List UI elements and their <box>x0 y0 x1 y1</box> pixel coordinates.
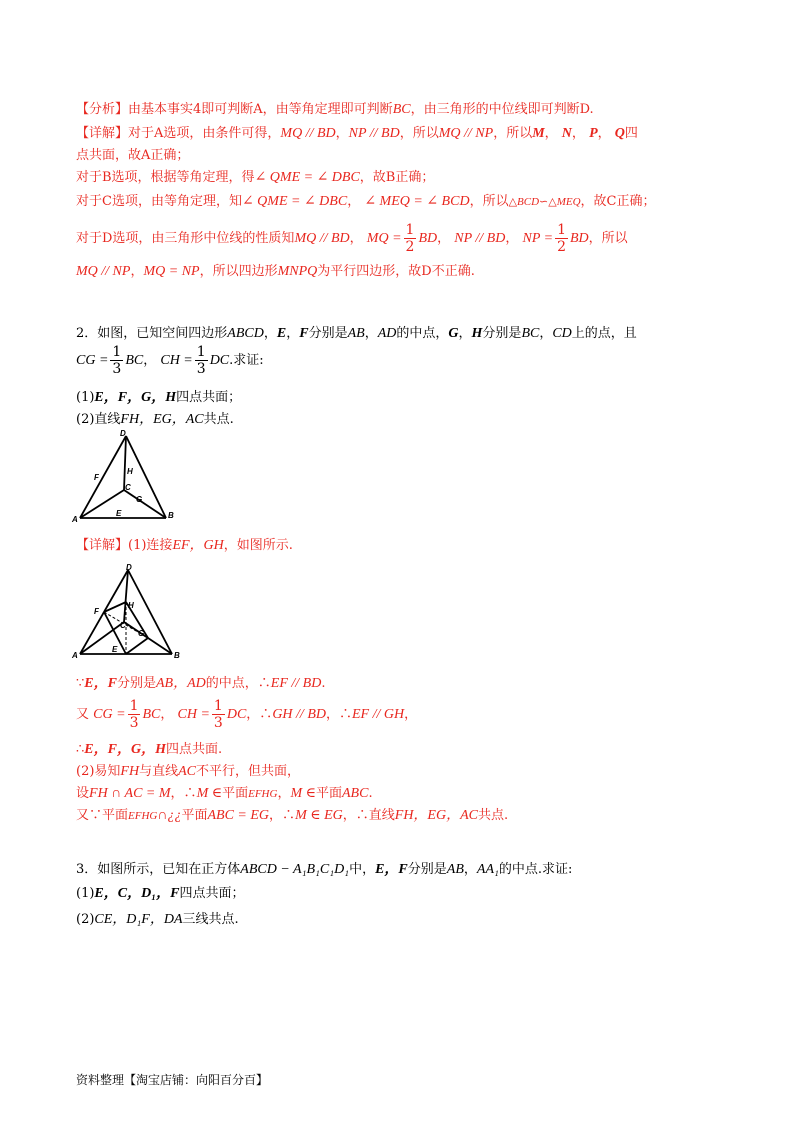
detail-line-3 <box>76 168 724 188</box>
math: MQ // NP <box>438 126 494 141</box>
text: ∴ <box>76 742 85 757</box>
q2-detail-step-2: 又 CG = $\frac{1}{3}$ BC， CH = $\frac{1}{3}$ DC，∴GH // BD，∴EF // GH， <box>76 698 418 731</box>
math: EF // BD <box>270 676 322 691</box>
denominator: 2 <box>557 239 566 255</box>
label-H: H <box>128 601 134 610</box>
text: 分别是 <box>407 862 447 877</box>
label-G: G <box>138 629 145 638</box>
text: (1)连接 <box>128 538 173 553</box>
text: ，所以四边形 <box>199 264 278 279</box>
label-A: A <box>72 651 78 660</box>
math: AB，AD <box>155 676 206 691</box>
q3-line-2 <box>76 884 724 904</box>
math: CG = <box>76 353 109 368</box>
text: 平面 <box>181 808 208 823</box>
math: DC <box>226 707 247 722</box>
math: P <box>589 126 598 141</box>
q2-line-4 <box>76 410 724 430</box>
math: NP = <box>522 231 554 246</box>
math: EF，GH <box>172 538 224 553</box>
q2-detail-line-1 <box>76 536 724 556</box>
text: (2)易知 <box>76 764 121 779</box>
text: 四 <box>624 126 638 141</box>
text: (1) <box>76 390 95 405</box>
numerator: 1 <box>557 222 566 238</box>
label-H: H <box>127 467 133 476</box>
analysis-tag: 【分析】 <box>76 102 129 117</box>
q2-line-2: CG = $\frac{1}{3}$ BC， CH = $\frac{1}{3}$ DC.求证: <box>76 344 264 377</box>
math: ABCD <box>227 326 264 341</box>
text: (1) <box>76 886 95 901</box>
math: FH ∩ AC = M <box>89 786 171 801</box>
math: ABCD − A₁B₁C₁D₁ <box>240 862 350 877</box>
text: ，所以 <box>399 126 439 141</box>
math: AB <box>347 326 365 341</box>
math: AD <box>377 326 397 341</box>
math: E，F，G，H <box>94 390 177 405</box>
text: 平面 <box>222 786 249 801</box>
math: Q <box>614 126 625 141</box>
text: 又∵平面 <box>76 808 129 823</box>
text: 四点共面； <box>179 886 245 901</box>
analysis-text: ，由三角形的中位线即可判断D. <box>410 102 594 117</box>
q2-line-1: 2．如图，已知空间四边形ABCD，E，F分别是AB，AD的中点，G，H分别是BC，CD上的点，且 <box>76 326 637 341</box>
q2-detail-step-3 <box>76 740 724 760</box>
tetrahedron-figure <box>70 428 180 524</box>
label-E: E <box>112 645 118 654</box>
detail-line-5: 对于D选项，由三角形中位线的性质知MQ // BD， MQ = $\frac{1}{2}$ BD， NP // BD， NP = $\frac{1}{2}$ BD，所以 <box>76 222 628 255</box>
math: MQ // BD <box>294 231 350 246</box>
math: NP // BD <box>454 231 506 246</box>
text: 不平行，但共面， <box>196 764 301 779</box>
math: MQ // NP <box>76 264 131 279</box>
text: 四点共面. <box>165 742 223 757</box>
numerator: 1 <box>112 344 122 360</box>
q3-line-3 <box>76 910 724 930</box>
math: CE，D₁F，DA <box>94 912 183 927</box>
math: M ∈ <box>196 786 223 801</box>
text: 四点共面； <box>176 390 242 405</box>
math: ∠ QME = ∠ DBC <box>241 194 348 209</box>
detail-line-1: 【详解】对于A选项，由条件可得，MQ // BD，NP // BD，所以MQ // NP，所以M， N， P， Q四 <box>76 126 638 141</box>
math: NP // BD <box>348 126 400 141</box>
text: 共点. <box>477 808 509 823</box>
detail-tag: 【详解】 <box>76 126 129 141</box>
fraction <box>195 344 208 377</box>
text: 分别是 <box>482 326 522 341</box>
text: ，如图所示. <box>223 538 293 553</box>
numerator: 1 <box>129 698 139 714</box>
math: M ∈ EG <box>295 808 343 823</box>
label-B: B <box>168 511 174 520</box>
analysis-text: 由基本事实4即可判断A，由等角定理即可判断 <box>128 102 393 117</box>
math: AA₁ <box>476 862 499 877</box>
q2-detail-step-5: 设FH ∩ AC = M，∴M ∈平面EFHG，M ∈平面ABC. <box>76 786 373 801</box>
math: N <box>561 126 572 141</box>
text: 对于B选项，根据等角定理，得 <box>76 170 255 185</box>
analysis-line <box>76 100 724 120</box>
text: 对于D选项，由三角形中位线的性质知 <box>76 231 295 246</box>
text: 的中点，∴ <box>205 676 271 691</box>
math: CH = <box>177 707 210 722</box>
math: E，F <box>375 862 408 877</box>
math: EFHG <box>248 788 278 800</box>
text: 上的点，且 <box>571 326 637 341</box>
numerator: 1 <box>196 344 206 360</box>
text: ，∴ <box>246 707 273 722</box>
math: EF // GH <box>352 707 405 722</box>
fraction <box>212 698 225 731</box>
detail-line-4: 对于C选项，由等角定理，知∠ QME = ∠ DBC， ∠ MEQ = ∠ BCD，所以△BCD∽△MEQ，故C正确； <box>76 194 656 209</box>
text: ，所以 <box>493 126 533 141</box>
math: FH <box>120 764 140 779</box>
math: CH = <box>160 353 193 368</box>
math: AB <box>446 862 464 877</box>
text: 又 <box>76 707 90 722</box>
math: EFHG <box>128 810 158 822</box>
q2-detail-step-4 <box>76 762 724 782</box>
detail-tag: 【详解】 <box>76 538 129 553</box>
text: 2．如图，已知空间四边形 <box>76 326 228 341</box>
fraction <box>128 698 141 731</box>
text: 对于C选项，由等角定理，知 <box>76 194 242 209</box>
math: MQ = NP <box>143 264 200 279</box>
text: .求证: <box>229 353 264 368</box>
math: H <box>471 326 483 341</box>
math: DC <box>209 353 230 368</box>
text: ，∴ <box>269 808 296 823</box>
fraction <box>555 222 568 255</box>
label-B: B <box>174 651 180 660</box>
label-G: G <box>136 495 143 504</box>
text: 设 <box>76 786 90 801</box>
q2-detail-step-6 <box>76 806 724 826</box>
text: 共点. <box>203 412 234 427</box>
text: ，∴ <box>170 786 197 801</box>
q2-line-3 <box>76 388 724 408</box>
text: 对于A选项，由条件可得， <box>128 126 281 141</box>
label-E: E <box>116 509 122 518</box>
math: E，C，D₁，F <box>94 886 180 901</box>
text: 分别是 <box>116 676 156 691</box>
text: ，故B正确； <box>359 170 435 185</box>
denominator: 3 <box>196 361 206 377</box>
math: FH，EG，AC <box>120 412 204 427</box>
math: F <box>299 326 309 341</box>
detail-line-2: 点共面，故A正确； <box>76 148 190 163</box>
text: ，故C正确； <box>580 194 656 209</box>
text: 与直线 <box>139 764 179 779</box>
math: E，F <box>84 676 117 691</box>
math: BC <box>125 353 144 368</box>
text: 中， <box>349 862 376 877</box>
text: ，∴直线 <box>342 808 395 823</box>
label-F: F <box>94 473 99 482</box>
label-A: A <box>72 515 78 524</box>
math: M ∈ <box>290 786 316 801</box>
math: MNPQ <box>277 264 318 279</box>
text: ∵ <box>76 676 85 691</box>
math: E，F，G，H <box>84 742 166 757</box>
label-D: D <box>120 429 126 438</box>
math: ∩¿¿ <box>157 808 182 823</box>
label-F: F <box>94 607 99 616</box>
math: AC <box>178 764 196 779</box>
math: BC <box>392 102 411 117</box>
math: GH // BD <box>272 707 326 722</box>
math: BC <box>142 707 161 722</box>
numerator: 1 <box>213 698 223 714</box>
text: 为平行四边形，故D不正确. <box>317 264 475 279</box>
page-footer: 资料整理【淘宝店铺：向阳百分百】 <box>76 1073 269 1087</box>
label-D: D <box>126 563 132 572</box>
text: 的中点.求证: <box>498 862 573 877</box>
denominator: 2 <box>405 239 415 255</box>
text: 3．如图所示，已知在正方体 <box>76 862 241 877</box>
denominator: 3 <box>213 715 223 731</box>
text: 三线共点. <box>182 912 239 927</box>
math: M <box>532 126 545 141</box>
math: CG = <box>93 707 126 722</box>
fraction <box>404 222 417 255</box>
detail-line-6: MQ // NP，MQ = NP，所以四边形MNPQ为平行四边形，故D不正确. <box>76 264 475 279</box>
math: E <box>276 326 287 341</box>
denominator: 3 <box>129 715 139 731</box>
math: △BCD∽△MEQ <box>508 196 581 208</box>
math: FH，EG，AC <box>394 808 478 823</box>
math: BC <box>521 326 540 341</box>
text: ，所以 <box>588 231 628 246</box>
math: ∠ MEQ = ∠ BCD <box>364 194 470 209</box>
text: 的中点， <box>396 326 449 341</box>
text: 平面 <box>315 786 342 801</box>
tetrahedron-figure-2 <box>70 562 180 660</box>
text: ，所以 <box>469 194 509 209</box>
math: G <box>448 326 459 341</box>
fraction <box>110 344 123 377</box>
text: (2) <box>76 912 95 927</box>
text: (2)直线 <box>76 412 121 427</box>
q3-line-1: 3．如图所示，已知在正方体ABCD − A₁B₁C₁D₁中，E，F分别是AB，AA₁的中点.求证: <box>76 862 573 877</box>
text: 分别是 <box>308 326 348 341</box>
text: ，∴ <box>325 707 352 722</box>
math: ∠ QME = ∠ DBC <box>254 170 360 185</box>
q2-detail-step-1: ∵E，F分别是AB，AD的中点，∴EF // BD. <box>76 676 326 691</box>
math: MQ = <box>366 231 402 246</box>
denominator: 3 <box>112 361 122 377</box>
label-C: C <box>120 621 126 630</box>
math: CD <box>552 326 572 341</box>
numerator: 1 <box>405 222 415 238</box>
math: ABC <box>342 786 369 801</box>
math: MQ // BD <box>280 126 336 141</box>
math: ABC = EG <box>207 808 270 823</box>
math: BD <box>418 231 438 246</box>
math: BD <box>570 231 589 246</box>
label-C: C <box>125 483 131 492</box>
